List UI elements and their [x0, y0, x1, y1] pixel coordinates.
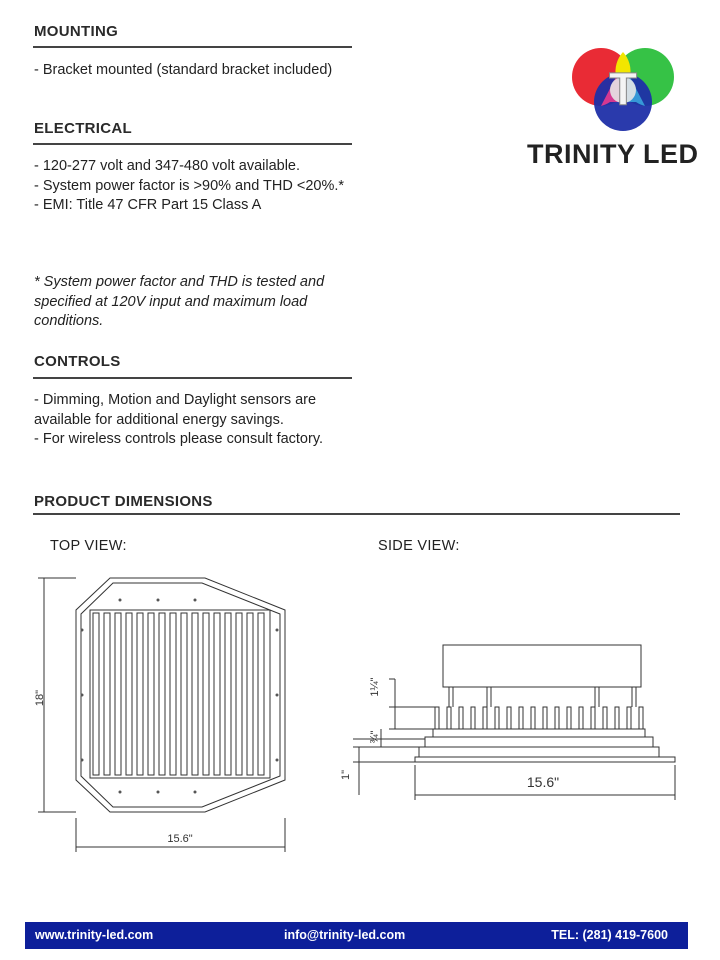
footer-bar — [25, 922, 688, 949]
phone-number: TEL: (281) 419-7600 — [551, 928, 668, 942]
side-fin-label: 1¼" — [369, 677, 381, 697]
dimensions-heading: PRODUCT DIMENSIONS — [34, 493, 213, 510]
electrical-divider — [33, 143, 352, 145]
mounting-line: - Bracket mounted (standard bracket included) — [34, 62, 333, 78]
controls-line: - For wireless controls please consult factory. — [34, 431, 324, 447]
website-link[interactable]: www.trinity-led.com — [35, 928, 154, 942]
mounting-text — [34, 61, 352, 81]
top-view-drawing — [30, 570, 305, 860]
electrical-text — [34, 157, 352, 216]
email-link[interactable]: info@trinity-led.com — [284, 928, 406, 942]
mounting-heading: MOUNTING — [34, 23, 119, 40]
side-step-label: ¾" — [369, 730, 381, 744]
electrical-footnote: * System power factor and THD is tested and specified at 120V input and maximum load conditions. — [34, 274, 325, 329]
electrical-heading: ELECTRICAL — [34, 120, 132, 137]
dimensions-divider — [33, 513, 680, 515]
logo-wordmark: TRINITY LED — [527, 139, 699, 169]
controls-divider — [33, 377, 352, 379]
electrical-line: - System power factor is >90% and THD <20%.* — [34, 177, 345, 194]
electrical-line: - 120-277 volt and 347-480 volt available. — [34, 158, 301, 174]
electrical-line: - EMI: Title 47 CFR Part 15 Class A — [34, 197, 262, 213]
top-view-label: TOP VIEW: — [50, 538, 127, 554]
controls-line: - Dimming, Motion and Daylight sensors are available for additional energy savings. — [34, 392, 317, 428]
trinity-led-logo-mark — [560, 40, 690, 140]
controls-heading: CONTROLS — [34, 353, 121, 370]
mounting-divider — [33, 46, 352, 48]
side-view-label: SIDE VIEW: — [378, 538, 460, 554]
logo-letter: T — [608, 63, 638, 115]
top-height-label: 18" — [34, 689, 46, 707]
top-width-label: 15.6" — [167, 833, 193, 845]
controls-text — [34, 391, 352, 450]
side-width-label: 15.6" — [526, 774, 560, 790]
side-base-label: 1" — [340, 769, 352, 781]
side-view-drawing — [340, 635, 695, 805]
